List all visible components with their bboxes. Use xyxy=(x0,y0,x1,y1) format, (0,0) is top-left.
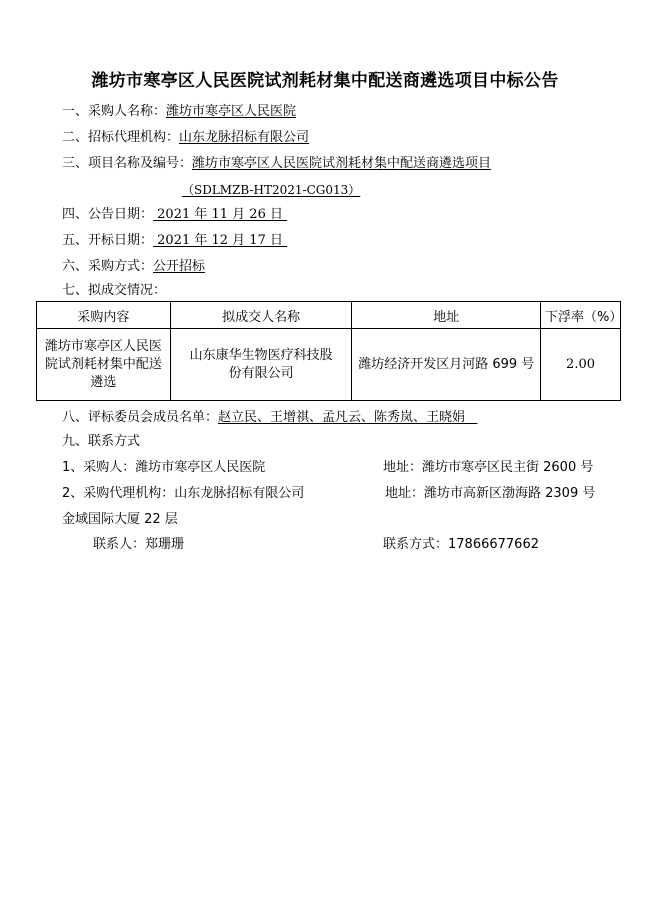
committee-value: 赵立民、王增祺、孟凡云、陈秀岚、王晓娟 xyxy=(218,410,478,425)
notice-date-value: 2021 年 11 月 26 日 xyxy=(153,207,288,222)
project-line xyxy=(62,155,491,173)
contact-agency-address: 地址：潍坊市高新区渤海路 2309 号 xyxy=(385,486,596,501)
award-heading: 七、拟成交情况： xyxy=(62,283,167,298)
header-content: 采购内容 xyxy=(37,302,171,329)
opening-date-line xyxy=(62,232,287,250)
contact-purchaser: 1、采购人：潍坊市寒亭区人民医院 xyxy=(62,460,266,475)
method-label: 六、采购方式： xyxy=(62,259,154,274)
notice-date-line xyxy=(62,206,287,224)
agency-line xyxy=(62,129,309,147)
award-table xyxy=(36,301,621,401)
contact-agency-address-cont: 金域国际大厦 22 层 xyxy=(62,512,178,527)
committee-label: 八、评标委员会成员名单： xyxy=(62,410,219,425)
header-winner: 拟成交人名称 xyxy=(170,302,352,329)
opening-date-label: 五、开标日期： xyxy=(62,233,154,248)
cell-content: 潍坊市寒亭区人民医院试剂耗材集中配送遴选 xyxy=(37,329,171,401)
notice-title: 潍坊市寒亭区人民医院试剂耗材集中配送商遴选项目中标公告 xyxy=(91,71,559,91)
cell-address: 潍坊经济开发区月河路 699 号 xyxy=(352,329,541,401)
purchaser-value: 潍坊市寒亭区人民医院 xyxy=(166,104,297,119)
notice-date-label: 四、公告日期： xyxy=(62,207,154,222)
header-rate: 下浮率（%） xyxy=(541,302,621,329)
agency-value: 山东龙脉招标有限公司 xyxy=(179,130,310,145)
committee-line xyxy=(62,409,477,427)
contact-heading: 九、联系方式 xyxy=(62,434,141,449)
purchaser-line xyxy=(62,103,296,121)
method-line xyxy=(62,258,205,276)
contact-person: 联系人：郑珊珊 xyxy=(93,537,185,552)
contact-agency: 2、采购代理机构：山东龙脉招标有限公司 xyxy=(62,486,305,501)
contact-phone: 联系方式：17866677662 xyxy=(383,537,539,552)
project-code-line xyxy=(182,181,360,199)
cell-rate: 2.00 xyxy=(541,329,621,401)
purchaser-label: 一、采购人名称： xyxy=(62,104,167,119)
project-name: 潍坊市寒亭区人民医院试剂耗材集中配送商遴选项目 xyxy=(192,156,492,171)
opening-date-value: 2021 年 12 月 17 日 xyxy=(153,233,288,248)
header-address: 地址 xyxy=(352,302,541,329)
cell-winner: 山东康华生物医疗科技股份有限公司 xyxy=(170,329,352,401)
table-row xyxy=(37,329,621,401)
project-code: （SDLMZB-HT2021-CG013） xyxy=(182,183,361,197)
award-table-header-row xyxy=(37,302,621,329)
method-value: 公开招标 xyxy=(153,259,206,274)
contact-purchaser-address: 地址：潍坊市寒亭区民主街 2600 号 xyxy=(383,460,594,475)
agency-label: 二、招标代理机构： xyxy=(62,130,180,145)
project-label: 三、项目名称及编号： xyxy=(62,156,193,171)
